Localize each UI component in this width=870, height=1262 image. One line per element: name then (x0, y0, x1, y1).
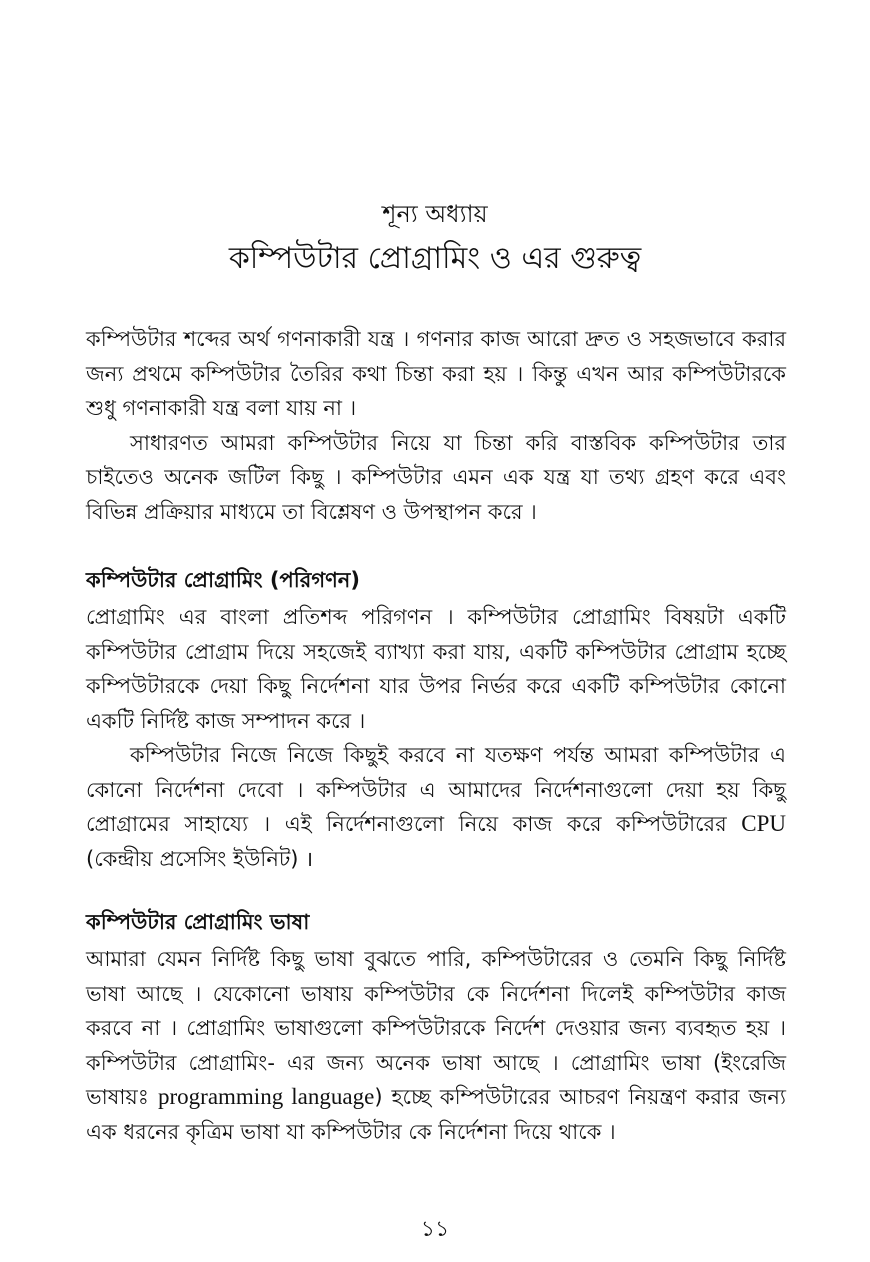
programming-language-section (86, 906, 786, 1149)
programming-paragraph-2-part-1: কম্পিউটার নিজে নিজে কিছুই করবে না যতক্ষণ পর্যন্ত আমরা কম্পিউটার এ কোনো নির্দেশনা দেবো । কম্পিউটার এ আমাদের নির্দেশনাগুলো দেয়া হয় কিছু প্রোগ্রামের সাহায্যে । এই নির্দেশনাগুলো নিয়ে কাজ করে কম্পিউটারের (86, 743, 786, 836)
page-number: ১১ (420, 1217, 450, 1242)
section-heading-programming: কম্পিউটার প্রোগ্রামিং (পরিগণন) (86, 568, 360, 592)
programming-language-paragraph (86, 942, 786, 1149)
programming-paragraph-1: প্রোগ্রামিং এর বাংলা প্রতিশব্দ পরিগণন । কম্পিউটার প্রোগ্রামিং বিষয়টা একটি কম্পিউটার প্রোগ্রাম দিয়ে সহজেই ব্যাখ্যা করা যায়, একটি কম্পিউটার প্রোগ্রাম হচ্ছে কম্পিউটারকে দেয়া কিছু নির্দেশনা যার উপর নির্ভর করে একটি কম্পিউটার কোনো একটি নির্দিষ্ট কাজ সম্পাদন করে । (86, 605, 786, 733)
intro-section (86, 322, 786, 529)
intro-paragraph-1: কম্পিউটার শব্দের অর্থ গণনাকারী যন্ত্র । গণনার কাজ আরো দ্রুত ও সহজভাবে করার জন্য প্রথমে কম্পিউটার তৈরির কথা চিন্তা করা হয় । কিন্তু এখন আর কম্পিউটারকে শুধু গণনাকারী যন্ত্র বলা যায় না । (86, 327, 786, 420)
chapter-title: কম্পিউটার প্রোগ্রামিং ও এর গুরুত্ব (228, 241, 642, 276)
english-term: programming language (158, 1084, 375, 1109)
programming-language-paragraph-part-2: ) হচ্ছে কম্পিউটারের আচরণ নিয়ন্ত্রণ করার জন্য এক ধরনের কৃত্রিম ভাষা যা কম্পিউটার কে নির্দেশনা দিয়ে থাকে । (86, 1085, 786, 1144)
programming-paragraph-2-part-2: (কেন্দ্রীয় প্রসেসিং ইউনিট) । (86, 846, 314, 871)
section-heading-programming-language: কম্পিউটার প্রোগ্রামিং ভাষা (86, 910, 310, 934)
programming-section (86, 564, 786, 876)
cpu-term: CPU (741, 811, 786, 836)
chapter-label: শূন্য অধ্যায় (382, 200, 488, 228)
programming-language-paragraph-part-1: আমারা যেমন নির্দিষ্ট কিছু ভাষা বুঝতে পারি, কম্পিউটারের ও তেমনি কিছু নির্দিষ্ট ভাষা আছে । যেকোনো ভাষায় কম্পিউটার কে নির্দেশনা দিলেই কম্পিউটার কাজ করবে না । প্রোগ্রামিং ভাষাগুলো কম্পিউটারকে নির্দেশ দেওয়ার জন্য ব্যবহৃত হয় । কম্পিউটার প্রোগ্রামিং- এর জন্য অনেক ভাষা আছে । প্রোগ্রামিং ভাষা (ইংরেজি ভাষায়ঃ (86, 947, 786, 1109)
programming-paragraph-2 (86, 738, 786, 876)
intro-paragraph-2: সাধারণত আমরা কম্পিউটার নিয়ে যা চিন্তা করি বাস্তবিক কম্পিউটার তার চাইতেও অনেক জটিল কিছু । কম্পিউটার এমন এক যন্ত্র যা তথ্য গ্রহণ করে এবং বিভিন্ন প্রক্রিয়ার মাধ্যমে তা বিশ্লেষণ ও উপস্থাপন করে । (86, 430, 786, 524)
